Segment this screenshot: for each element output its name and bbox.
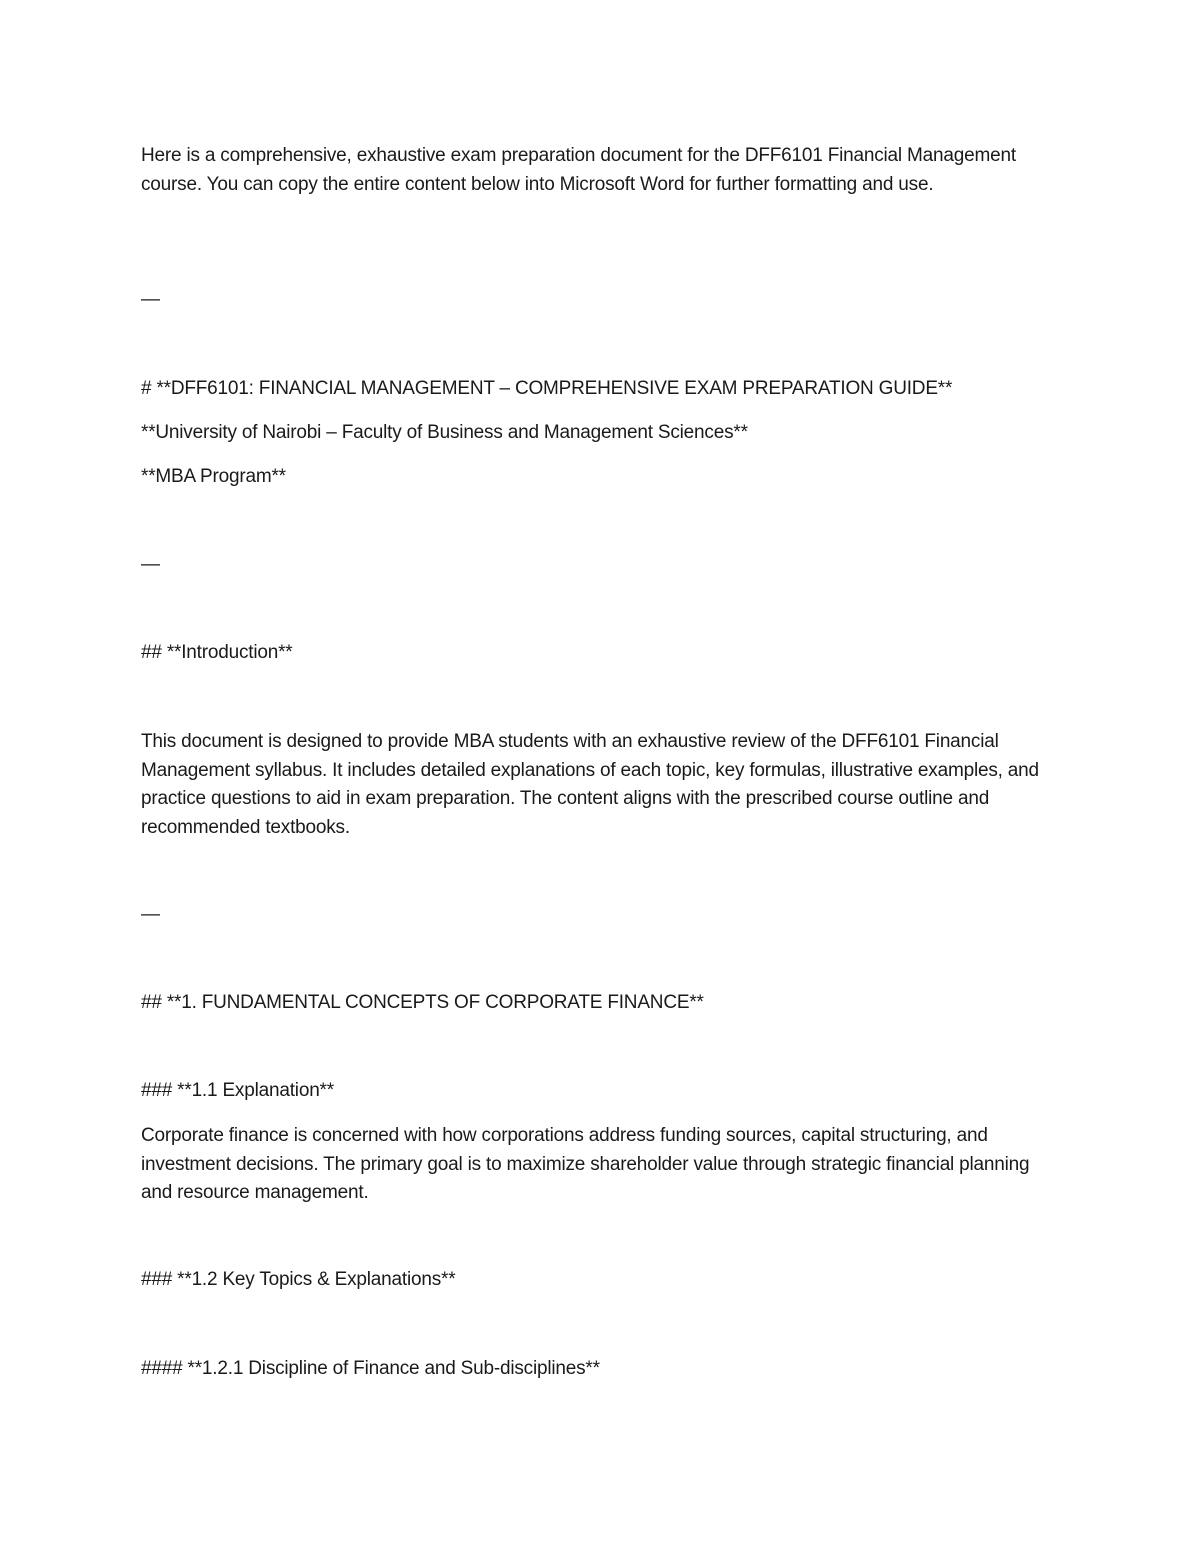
section-1-heading: ## **1. FUNDAMENTAL CONCEPTS OF CORPORATE FINANCE** xyxy=(141,992,704,1013)
separator-2: — xyxy=(141,554,160,575)
separator-3: — xyxy=(141,904,160,925)
document-title: # **DFF6101: FINANCIAL MANAGEMENT – COMPREHENSIVE EXAM PREPARATION GUIDE** xyxy=(141,378,953,399)
section-1-2-1-heading: #### **1.2.1 Discipline of Finance and Sub-disciplines** xyxy=(141,1358,600,1379)
intro-paragraph: Here is a comprehensive, exhaustive exam preparation document for the DFF6101 Financial Management course. You can copy the entire content below into Microsoft Word for further formatting and use. xyxy=(141,145,1016,195)
section-1-1-body: Corporate finance is concerned with how corporations address funding sources, capital structuring, and investment decisions. The primary goal is to maximize shareholder value through strategic financial planning and resource management. xyxy=(141,1125,1030,1204)
institution-line: **University of Nairobi – Faculty of Business and Management Sciences** xyxy=(141,422,748,443)
introduction-body: This document is designed to provide MBA students with an exhaustive review of the DFF6101 Financial Management syllabus. It includes detailed explanations of each topic, key formulas, illustrative examples, and practice questions to aid in exam preparation. The content aligns with the prescribed course outline and recommended textbooks. xyxy=(141,731,1039,839)
section-1-2-heading: ### **1.2 Key Topics & Explanations** xyxy=(141,1269,456,1290)
section-1-1-heading: ### **1.1 Explanation** xyxy=(141,1080,334,1101)
program-line: **MBA Program** xyxy=(141,466,286,487)
separator-1: — xyxy=(141,289,160,310)
introduction-heading: ## **Introduction** xyxy=(141,642,293,663)
